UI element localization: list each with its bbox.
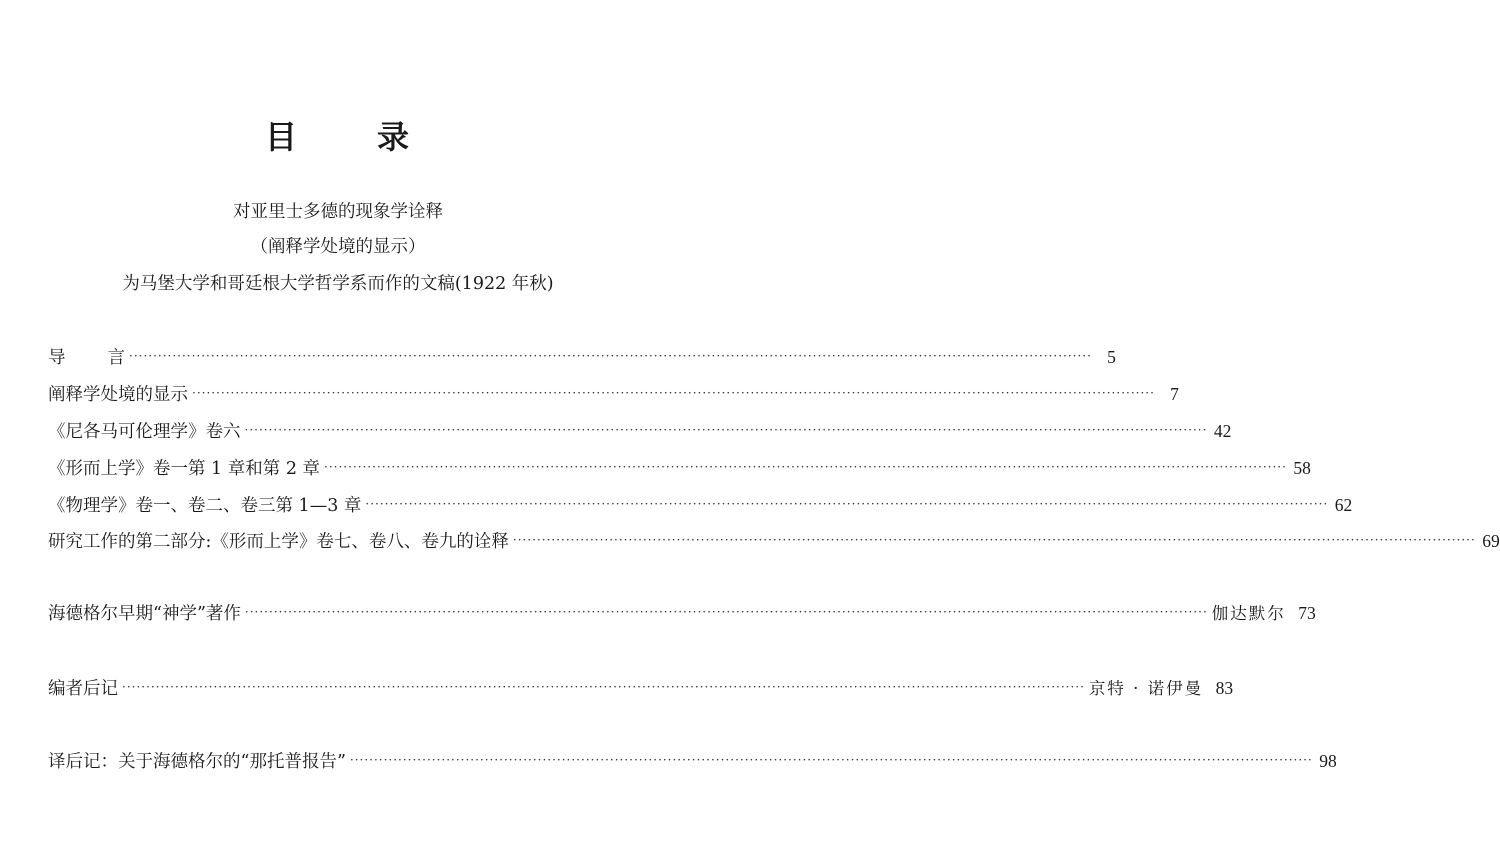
toc-entry-second-part[interactable] xyxy=(48,528,1500,554)
toc-entry-title: 译后记：关于海德格尔的“那托普报告” xyxy=(48,752,346,772)
toc-entry-title-part1: 导 xyxy=(48,348,66,368)
subtitle-line-1: 对亚里士多德的现象学诠释 xyxy=(233,202,443,222)
toc-entry-page: 62 xyxy=(1334,495,1353,515)
toc-dot-leader: ········································································································································································································ xyxy=(512,533,1476,547)
toc-dot-leader: ········································································································································································································ xyxy=(244,605,1208,619)
toc-entry-title: 编者后记 xyxy=(48,679,118,699)
toc-dot-leader: ········································································································································································································ xyxy=(244,423,1208,437)
page-title-left: 目 xyxy=(264,118,299,156)
toc-entry-translator-afterword[interactable] xyxy=(48,748,1337,774)
toc-entry-title: 《物理学》卷一、卷二、卷三第 1—3 章 xyxy=(48,496,362,516)
toc-dot-leader: ········································································································································································································ xyxy=(349,753,1313,767)
toc-entry-early-theological-writings[interactable] xyxy=(48,600,1316,626)
toc-entry-title xyxy=(48,345,125,371)
toc-dot-leader: ········································································································································································································ xyxy=(324,460,1287,474)
toc-dot-leader: ········································································································································································································ xyxy=(122,680,1085,694)
toc-entry-page: 83 xyxy=(1215,678,1234,698)
page-title xyxy=(0,112,676,158)
toc-entry-hermeneutic-situation[interactable] xyxy=(48,381,1179,407)
toc-entry-author: 伽达默尔 xyxy=(1211,604,1286,623)
toc-entry-introduction[interactable] xyxy=(48,344,1116,370)
subtitle-line-2: （阐释学处境的显示） xyxy=(250,237,426,257)
toc-entry-metaphysics-book-one[interactable] xyxy=(48,455,1311,481)
page-title-right: 录 xyxy=(377,118,412,156)
toc-entry-title: 《形而上学》卷一第 1 章和第 2 章 xyxy=(48,459,321,479)
toc-entry-author: 京特 · 诺伊曼 xyxy=(1088,679,1204,698)
toc-entry-physics[interactable] xyxy=(48,492,1353,518)
toc-entry-page: 5 xyxy=(1107,347,1116,367)
toc-dot-leader: ········································································································································································································ xyxy=(365,497,1329,511)
toc-entry-page: 42 xyxy=(1213,421,1232,441)
toc-entry-editor-afterword[interactable] xyxy=(48,675,1234,701)
toc-entry-title: 《尼各马可伦理学》卷六 xyxy=(48,422,241,442)
toc-entry-title-part2: 言 xyxy=(107,348,125,368)
subtitle-line-3: 为马堡大学和哥廷根大学哲学系而作的文稿(1922 年秋) xyxy=(122,274,554,294)
toc-dot-leader: ········································································································································································································ xyxy=(129,349,1092,363)
toc-entry-page: 58 xyxy=(1293,458,1311,478)
toc-entry-nicomachean-ethics[interactable] xyxy=(48,418,1232,444)
toc-entry-page: 98 xyxy=(1319,751,1337,771)
toc-entry-title: 海德格尔早期“神学”著作 xyxy=(48,604,241,624)
toc-entry-page: 73 xyxy=(1298,603,1316,623)
toc-dot-leader: ········································································································································································································ xyxy=(192,386,1155,400)
toc-entry-title: 研究工作的第二部分:《形而上学》卷七、卷八、卷九的诠释 xyxy=(48,532,509,552)
toc-entry-page: 69 xyxy=(1482,531,1500,551)
toc-entry-page: 7 xyxy=(1170,384,1179,404)
toc-entry-title: 阐释学处境的显示 xyxy=(48,385,188,405)
